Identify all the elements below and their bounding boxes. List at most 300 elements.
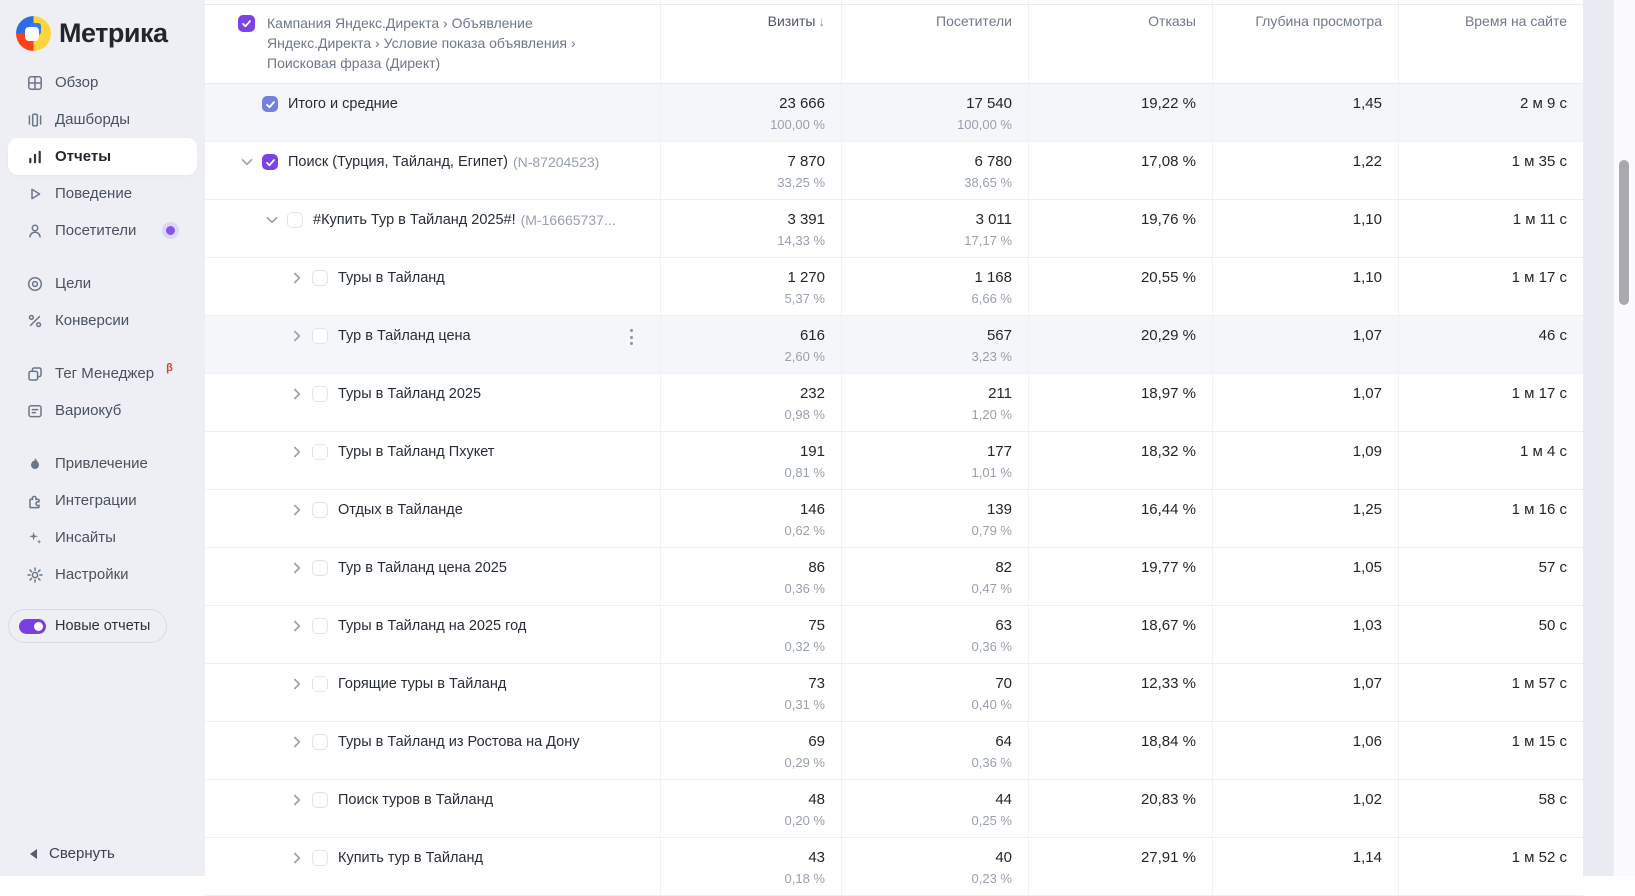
visitors-value: 82: [995, 559, 1012, 576]
settings-gear-icon: [26, 566, 44, 584]
visitors-cell: [841, 548, 1028, 605]
time-value: 1 м 52 с: [1511, 849, 1567, 866]
visits-percent: 0,20 %: [784, 813, 825, 828]
time-cell: [1398, 664, 1583, 721]
row-label[interactable]: Тур в Тайланд цена 2025: [338, 560, 507, 576]
time-cell: [1398, 316, 1583, 373]
logo-text: Метрика: [59, 17, 168, 48]
visits-percent: 0,29 %: [784, 755, 825, 770]
visitors-percent: 0,36 %: [971, 639, 1012, 654]
collapse-arrow-icon: [30, 849, 37, 859]
column-header-bounces[interactable]: Отказы: [1028, 0, 1212, 83]
table-row: [205, 316, 1583, 374]
time-cell: [1398, 490, 1583, 547]
row-label[interactable]: Туры в Тайланд из Ростова на Дону: [338, 734, 580, 750]
table-row: [205, 780, 1583, 838]
row-name-cell: [205, 258, 660, 315]
visits-cell: [660, 548, 841, 605]
table-row: [205, 490, 1583, 548]
time-value: 1 м 11 с: [1512, 211, 1567, 228]
behavior-play-icon: [26, 185, 44, 203]
row-checkbox[interactable]: [312, 618, 328, 634]
bounces-cell: [1028, 258, 1212, 315]
row-label[interactable]: Итого и средние: [288, 96, 398, 112]
notification-dot-badge: [166, 226, 175, 235]
visitors-percent: 0,25 %: [971, 813, 1012, 828]
sidebar-item-label: Привлечение: [55, 455, 148, 472]
depth-cell: [1212, 84, 1398, 141]
collapse-label: Свернуть: [49, 845, 115, 862]
column-header-visitors[interactable]: Посетители: [841, 0, 1028, 83]
overview-grid-icon: [26, 74, 44, 92]
row-name-cell: [205, 432, 660, 489]
visitors-person-icon: [26, 222, 44, 240]
bounces-value: 18,67 %: [1140, 617, 1196, 634]
expand-chevron-icon[interactable]: [288, 848, 312, 868]
collapse-sidebar-button[interactable]: [30, 845, 115, 862]
variocube-icon: [26, 402, 44, 420]
visits-value: 69: [808, 733, 825, 750]
row-label[interactable]: Туры в Тайланд: [338, 270, 445, 286]
table-row: [205, 838, 1583, 896]
bounces-value: 18,97 %: [1140, 385, 1196, 402]
expand-chevron-icon[interactable]: [288, 616, 312, 636]
table-row: [205, 548, 1583, 606]
visits-cell: [660, 664, 841, 721]
depth-value: 1,22: [1352, 153, 1382, 170]
visitors-percent: 100,00 %: [957, 117, 1012, 132]
sidebar-item-обзор[interactable]: [8, 64, 197, 101]
row-name-cell: [205, 548, 660, 605]
table-row: [205, 84, 1583, 142]
time-cell: [1398, 432, 1583, 489]
time-value: 2 м 9 с: [1520, 95, 1567, 112]
visits-value: 75: [808, 617, 825, 634]
depth-value: 1,45: [1352, 95, 1382, 112]
visits-percent: 0,81 %: [784, 465, 825, 480]
row-name-cell: [205, 374, 660, 431]
visits-cell: [660, 374, 841, 431]
bounces-cell: [1028, 490, 1212, 547]
table-row: [205, 664, 1583, 722]
visitors-percent: 1,20 %: [971, 407, 1012, 422]
time-value: 1 м 4 с: [1520, 443, 1567, 460]
sidebar-nav: [0, 64, 205, 593]
depth-cell: [1212, 258, 1398, 315]
row-label[interactable]: #Купить Тур в Тайланд 2025#!: [313, 212, 516, 228]
visits-percent: 0,98 %: [784, 407, 825, 422]
depth-cell: [1212, 548, 1398, 605]
bounces-cell: [1028, 200, 1212, 257]
depth-cell: [1212, 606, 1398, 663]
row-label[interactable]: Тур в Тайланд цена: [338, 328, 471, 344]
bounces-value: 19,22 %: [1140, 95, 1196, 112]
sidebar-group: [0, 355, 205, 429]
row-name-cell: [205, 664, 660, 721]
expand-chevron-icon[interactable]: [288, 384, 312, 404]
dimension-breadcrumb: Кампания Яндекс.Директа › Объявление Яндекс.Директа › Условие показа объявления › Поисковая фраза (Директ): [267, 15, 576, 71]
depth-value: 1,25: [1352, 501, 1382, 518]
beta-badge: β: [166, 361, 173, 374]
visits-value: 616: [799, 327, 825, 344]
bounces-cell: [1028, 374, 1212, 431]
time-value: 1 м 57 с: [1511, 675, 1567, 692]
visitors-percent: 38,65 %: [964, 175, 1012, 190]
sidebar-item-поведение[interactable]: [8, 175, 197, 212]
dimension-header-cell: [205, 0, 660, 83]
table-row: [205, 374, 1583, 432]
depth-value: 1,07: [1352, 327, 1382, 344]
table-body: [205, 84, 1583, 896]
visitors-value: 567: [986, 327, 1012, 344]
visitors-value: 139: [986, 501, 1012, 518]
attraction-flame-icon: [26, 455, 44, 473]
insights-sparkles-icon: [26, 529, 44, 547]
time-value: 46 с: [1538, 327, 1567, 344]
report-main: [205, 0, 1635, 886]
row-name-cell: [205, 316, 660, 373]
sidebar-item-тег-менеджер[interactable]: [8, 355, 197, 392]
visits-cell: [660, 432, 841, 489]
depth-value: 1,06: [1352, 733, 1382, 750]
table-row: [205, 200, 1583, 258]
conversions-percent-icon: [26, 312, 44, 330]
visits-value: 3 391: [787, 211, 825, 228]
time-value: 58 с: [1538, 791, 1567, 808]
visits-cell: [660, 316, 841, 373]
row-name-cell: [205, 780, 660, 837]
time-value: 50 с: [1538, 617, 1567, 634]
visitors-percent: 6,66 %: [971, 291, 1012, 306]
sidebar-item-label: Вариокуб: [55, 402, 122, 419]
visitors-value: 177: [986, 443, 1012, 460]
visitors-cell: [841, 84, 1028, 141]
time-cell: [1398, 258, 1583, 315]
visits-percent: 5,37 %: [784, 291, 825, 306]
row-checkbox[interactable]: [312, 734, 328, 750]
bounces-cell: [1028, 548, 1212, 605]
sort-desc-icon: ↓: [818, 14, 825, 29]
row-name-cell: [205, 606, 660, 663]
visitors-value: 3 011: [975, 211, 1012, 228]
sidebar-group: [0, 64, 205, 249]
table-row: [205, 432, 1583, 490]
row-checkbox[interactable]: [312, 386, 328, 402]
expand-chevron-icon[interactable]: [288, 500, 312, 520]
visits-cell: [660, 606, 841, 663]
sidebar-item-label: Посетители: [55, 222, 137, 239]
visitors-percent: 0,79 %: [971, 523, 1012, 538]
metrika-logo[interactable]: [0, 0, 205, 56]
right-gutter: [1583, 0, 1635, 876]
visitors-percent: 17,17 %: [964, 233, 1012, 248]
visits-value: 48: [808, 791, 825, 808]
visitors-value: 63: [995, 617, 1012, 634]
bounces-value: 12,33 %: [1140, 675, 1196, 692]
row-id: (N-87204523): [512, 154, 600, 170]
sidebar-item-привлечение[interactable]: [8, 445, 197, 482]
visitors-cell: [841, 432, 1028, 489]
time-cell: [1398, 722, 1583, 779]
visits-percent: 0,36 %: [784, 581, 825, 596]
depth-value: 1,03: [1352, 617, 1382, 634]
bounces-value: 27,91 %: [1140, 849, 1196, 866]
depth-value: 1,10: [1352, 211, 1382, 228]
expand-chevron-icon[interactable]: [288, 442, 312, 462]
bounces-cell: [1028, 316, 1212, 373]
sidebar-item-label: Настройки: [55, 566, 129, 583]
depth-cell: [1212, 490, 1398, 547]
row-label[interactable]: Туры в Тайланд 2025: [338, 386, 482, 402]
scrollbar-track[interactable]: [1613, 0, 1635, 876]
visits-percent: 14,33 %: [777, 233, 825, 248]
visitors-cell: [841, 374, 1028, 431]
sidebar-item-label: Отчеты: [55, 148, 112, 165]
integrations-puzzle-icon: [26, 492, 44, 510]
visitors-cell: [841, 838, 1028, 895]
sidebar-group: [0, 445, 205, 593]
goals-target-icon: [26, 275, 44, 293]
visits-cell: [660, 84, 841, 141]
row-label[interactable]: Поиск (Турция, Тайланд, Египет): [288, 154, 508, 170]
sidebar-item-label: Конверсии: [55, 312, 130, 329]
visitors-percent: 1,01 %: [971, 465, 1012, 480]
table-row: [205, 606, 1583, 664]
depth-cell: [1212, 664, 1398, 721]
visits-value: 232: [799, 385, 825, 402]
select-all-checkbox[interactable]: [238, 15, 255, 32]
table-header-row: [205, 0, 1583, 84]
time-cell: [1398, 606, 1583, 663]
row-checkbox[interactable]: [312, 270, 328, 286]
sidebar-group: [0, 265, 205, 339]
column-header-depth[interactable]: Глубина просмотра: [1212, 0, 1398, 83]
metrika-logo-icon: [16, 16, 51, 51]
column-header-time[interactable]: Время на сайте: [1398, 0, 1583, 83]
row-label[interactable]: Отдых в Тайланде: [338, 502, 463, 518]
sidebar-item-label: Дашборды: [55, 111, 130, 128]
bounces-value: 19,76 %: [1140, 211, 1196, 228]
visitors-cell: [841, 142, 1028, 199]
sidebar-item-label: Цели: [55, 275, 92, 292]
time-value: 1 м 35 с: [1511, 153, 1567, 170]
row-checkbox[interactable]: [312, 328, 328, 344]
visitors-value: 6 780: [974, 153, 1012, 170]
row-name-cell: [205, 84, 660, 141]
sidebar-item-интеграции[interactable]: [8, 482, 197, 519]
time-cell: [1398, 838, 1583, 895]
depth-cell: [1212, 722, 1398, 779]
row-name-cell: [205, 490, 660, 547]
visits-percent: 2,60 %: [784, 349, 825, 364]
time-value: 1 м 16 с: [1511, 501, 1567, 518]
sidebar-item-настройки[interactable]: [8, 556, 197, 593]
visits-value: 73: [808, 675, 825, 692]
bounces-cell: [1028, 142, 1212, 199]
visits-cell: [660, 780, 841, 837]
bounces-cell: [1028, 84, 1212, 141]
sidebar-item-отчеты[interactable]: [8, 138, 197, 175]
row-label[interactable]: Горящие туры в Тайланд: [338, 676, 507, 692]
visitors-cell: [841, 258, 1028, 315]
bounces-value: 18,84 %: [1140, 733, 1196, 750]
visits-cell: [660, 142, 841, 199]
reports-bars-icon: [26, 148, 44, 166]
bounces-value: 19,77 %: [1140, 559, 1196, 576]
visits-cell: [660, 838, 841, 895]
visits-value: 86: [808, 559, 825, 576]
row-id: (М-16665737...: [520, 212, 616, 228]
expand-chevron-icon[interactable]: [238, 152, 262, 172]
visits-percent: 0,62 %: [784, 523, 825, 538]
visitors-value: 1 168: [974, 269, 1012, 286]
visitors-value: 64: [995, 733, 1012, 750]
depth-value: 1,07: [1352, 385, 1382, 402]
sidebar: [0, 0, 205, 876]
depth-value: 1,09: [1352, 443, 1382, 460]
sidebar-item-label: Инсайты: [55, 529, 116, 546]
expand-chevron-icon[interactable]: [288, 268, 312, 288]
bounces-value: 17,08 %: [1140, 153, 1196, 170]
bounces-value: 16,44 %: [1140, 501, 1196, 518]
sidebar-item-label: Тег Менеджер: [55, 365, 155, 382]
row-checkbox[interactable]: [312, 560, 328, 576]
row-name-cell: [205, 722, 660, 779]
visitors-cell: [841, 780, 1028, 837]
depth-cell: [1212, 316, 1398, 373]
visitors-percent: 0,23 %: [971, 871, 1012, 886]
depth-cell: [1212, 838, 1398, 895]
sidebar-item-цели[interactable]: [8, 265, 197, 302]
row-checkbox[interactable]: [312, 792, 328, 808]
row-name-cell: [205, 838, 660, 895]
depth-cell: [1212, 432, 1398, 489]
visitors-cell: [841, 490, 1028, 547]
expand-chevron-icon[interactable]: [288, 326, 312, 346]
bounces-value: 20,83 %: [1140, 791, 1196, 808]
time-cell: [1398, 780, 1583, 837]
visits-percent: 100,00 %: [770, 117, 825, 132]
column-header-visits[interactable]: Визиты ↓: [660, 0, 841, 83]
new-reports-toggle-button[interactable]: [8, 609, 167, 643]
sidebar-item-посетители[interactable]: [8, 212, 197, 249]
row-name-cell: [205, 200, 660, 257]
depth-value: 1,10: [1352, 269, 1382, 286]
depth-value: 1,14: [1352, 849, 1382, 866]
row-checkbox[interactable]: [287, 212, 303, 228]
new-reports-label: Новые отчеты: [55, 618, 151, 634]
visits-value: 146: [799, 501, 825, 518]
bounces-cell: [1028, 606, 1212, 663]
visitors-value: 44: [995, 791, 1012, 808]
expand-chevron-icon[interactable]: [288, 674, 312, 694]
expand-chevron-icon[interactable]: [288, 558, 312, 578]
visitors-value: 70: [995, 675, 1012, 692]
visitors-percent: 0,40 %: [971, 697, 1012, 712]
sidebar-item-вариокуб[interactable]: [8, 392, 197, 429]
visitors-value: 40: [995, 849, 1012, 866]
depth-value: 1,07: [1352, 675, 1382, 692]
sidebar-item-инсайты[interactable]: [8, 519, 197, 556]
bounces-value: 20,29 %: [1140, 327, 1196, 344]
row-checkbox[interactable]: [262, 154, 278, 170]
row-checkbox[interactable]: [312, 444, 328, 460]
table-row: [205, 142, 1583, 200]
visits-value: 191: [799, 443, 825, 460]
expand-chevron-icon[interactable]: [288, 790, 312, 810]
row-label[interactable]: Туры в Тайланд Пхукет: [338, 444, 495, 460]
scrollbar-thumb[interactable]: [1619, 160, 1629, 305]
visitors-cell: [841, 200, 1028, 257]
visitors-cell: [841, 316, 1028, 373]
depth-cell: [1212, 374, 1398, 431]
visits-value: 7 870: [787, 153, 825, 170]
visits-cell: [660, 722, 841, 779]
bounces-cell: [1028, 780, 1212, 837]
kebab-menu-icon[interactable]: [624, 329, 638, 345]
visitors-cell: [841, 606, 1028, 663]
row-checkbox[interactable]: [312, 502, 328, 518]
bounces-cell: [1028, 838, 1212, 895]
visitors-percent: 0,36 %: [971, 755, 1012, 770]
row-label[interactable]: Поиск туров в Тайланд: [338, 792, 494, 808]
tag-manager-icon: [26, 365, 44, 383]
row-label[interactable]: Купить тур в Тайланд: [338, 850, 483, 866]
sidebar-item-label: Обзор: [55, 74, 99, 91]
bounces-cell: [1028, 722, 1212, 779]
depth-cell: [1212, 200, 1398, 257]
time-value: 1 м 17 с: [1511, 269, 1567, 286]
visits-percent: 0,18 %: [784, 871, 825, 886]
visitors-cell: [841, 722, 1028, 779]
visits-percent: 33,25 %: [777, 175, 825, 190]
row-name-cell: [205, 142, 660, 199]
expand-chevron-icon[interactable]: [263, 210, 287, 230]
visits-cell: [660, 258, 841, 315]
depth-cell: [1212, 142, 1398, 199]
sidebar-item-label: Поведение: [55, 185, 133, 202]
row-checkbox[interactable]: [312, 850, 328, 866]
time-cell: [1398, 548, 1583, 605]
time-value: 1 м 15 с: [1511, 733, 1567, 750]
visits-value: 23 666: [779, 95, 825, 112]
visitors-percent: 0,47 %: [971, 581, 1012, 596]
depth-cell: [1212, 780, 1398, 837]
depth-value: 1,02: [1352, 791, 1382, 808]
time-cell: [1398, 374, 1583, 431]
time-cell: [1398, 84, 1583, 141]
table-row: [205, 258, 1583, 316]
expand-chevron-icon[interactable]: [288, 732, 312, 752]
row-label[interactable]: Туры в Тайланд на 2025 год: [338, 618, 527, 634]
toggle-switch-icon[interactable]: [19, 619, 46, 634]
time-value: 1 м 17 с: [1511, 385, 1567, 402]
visitors-percent: 3,23 %: [971, 349, 1012, 364]
dashboards-icon: [26, 111, 44, 129]
visitors-value: 17 540: [966, 95, 1012, 112]
sidebar-item-дашборды[interactable]: [8, 101, 197, 138]
sidebar-item-конверсии[interactable]: [8, 302, 197, 339]
time-value: 57 с: [1538, 559, 1567, 576]
bounces-value: 20,55 %: [1140, 269, 1196, 286]
row-checkbox[interactable]: [312, 676, 328, 692]
sidebar-item-label: Интеграции: [55, 492, 137, 509]
report-table: [205, 0, 1583, 886]
time-cell: [1398, 200, 1583, 257]
visits-cell: [660, 490, 841, 547]
visits-value: 1 270: [787, 269, 825, 286]
row-checkbox[interactable]: [262, 96, 278, 112]
